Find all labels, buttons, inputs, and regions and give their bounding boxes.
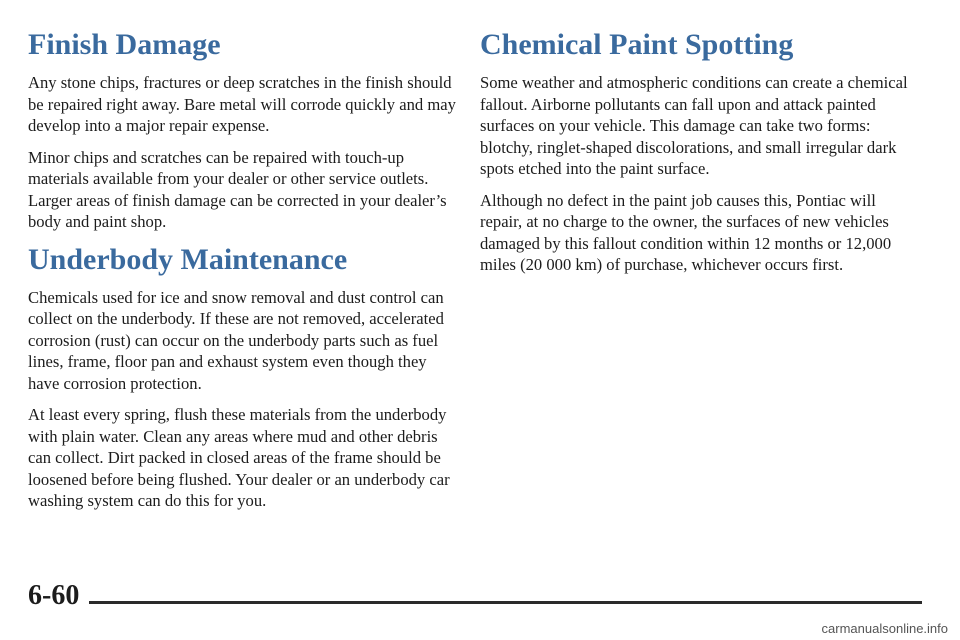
underbody-maintenance-heading: Underbody Maintenance (28, 242, 348, 276)
page-footer (28, 582, 922, 610)
watermark: carmanualsonline.info (821, 621, 948, 636)
footer-rule (89, 601, 922, 604)
chemical-spotting-paragraph-1: Some weather and atmospheric conditions can create a chemical fallout. Airborne pollutants can fall upon and attack painted surfaces on your vehicle. This damage can take two forms: blotchy, ringlet-shaped discolorations, and small irregular dark spots etched into the paint surface. (480, 73, 908, 178)
finish-damage-paragraph-2: Minor chips and scratches can be repaired with touch-up materials available from your dealer or other service outlets. Larger areas of finish damage can be corrected in your dealer’s body and paint shop. (28, 147, 447, 231)
finish-damage-heading: Finish Damage (28, 28, 221, 61)
left-column (28, 28, 460, 522)
page-number: 6-60 (28, 580, 80, 611)
underbody-paragraph-1: Chemicals used for ice and snow removal and dust control can collect on the underbody. If these are not removed, accelerated corrosion (rust) can occur on the underbody parts such as fuel lines, frame, floor pan and exhaust system even though they have corrosion protection. (28, 287, 444, 393)
chemical-spotting-paragraph-2: Although no defect in the paint job causes this, Pontiac will repair, at no charge to the owner, the surfaces of new vehicles damaged by this fallout condition within 12 months or 12,000 miles (20 000 km) of purchase, whichever occurs first. (480, 190, 892, 274)
chemical-paint-spotting-heading: Chemical Paint Spotting (480, 28, 794, 61)
right-column (480, 28, 920, 286)
underbody-paragraph-2: At least every spring, flush these materials from the underbody with plain water. Clean any areas where mud and other debris can collect. Dirt packed in closed areas of the frame should be loosened before being flushed. Your dealer or an underbody car washing system can do this for you. (28, 405, 450, 510)
finish-damage-paragraph-1: Any stone chips, fractures or deep scratches in the finish should be repaired right away. Bare metal will corrode quickly and may develop into a major repair expense. (28, 73, 456, 135)
